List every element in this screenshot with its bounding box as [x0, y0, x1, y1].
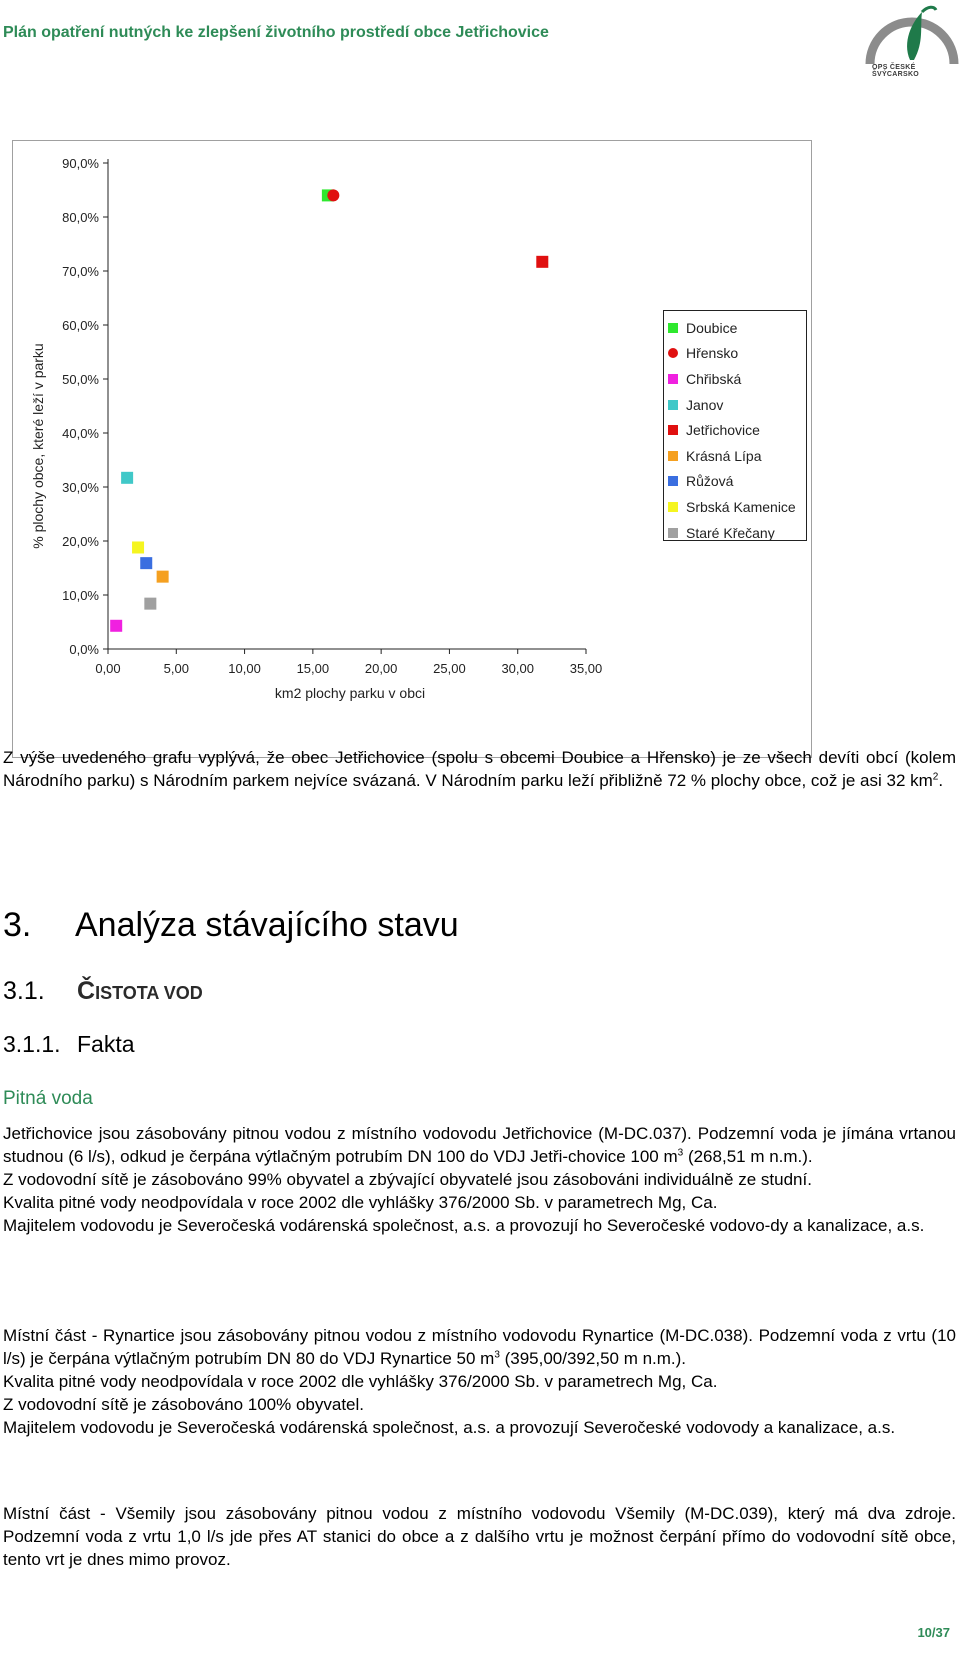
header-title: Plán opatření nutných ke zlepšení životního prostředí obce Jetřichovice — [3, 24, 549, 41]
legend-marker — [668, 451, 678, 461]
legend-marker — [668, 502, 678, 512]
intro-text: Z výše uvedeného grafu vyplývá, že obec Jetřichovice (spolu s obcemi Doubice a Hřensko) je ze všech devíti obcí (kolem Národního parku) s Národním parkem nejvíce svázaná. V Národním parku leží přibližně 72 % plochy obce, což je asi 32 km — [3, 748, 956, 790]
chart-legend — [663, 310, 807, 541]
block3-p1: Místní část - Všemily jsou zásobovány pitnou vodou z místního vodovodu Všemily (M-DC.039), který má dva zdroje. Podzemní voda z vrtu 1,0 l/s jde přes AT stanici do obce a z dalšího vrtu je možnost čerpání přímo do vodovodní sítě obce, tento vrt je dnes mimo provoz. — [3, 1504, 956, 1569]
y-tick-label: 90,0% — [62, 156, 99, 171]
y-tick-label: 40,0% — [62, 426, 99, 441]
legend-item — [668, 469, 806, 495]
logo-text: OPS ČESKÉ ŠVÝCARSKO — [872, 64, 920, 78]
legend-marker — [668, 476, 678, 486]
legend-label: Doubice — [686, 319, 738, 336]
data-point-jetřichovice — [536, 256, 548, 268]
legend-label: Růžová — [686, 473, 734, 490]
legend-item — [668, 494, 806, 520]
x-tick-label: 5,00 — [163, 661, 189, 676]
data-point-staré-křečany — [144, 598, 156, 610]
block1-p1: Jetřichovice jsou zásobovány pitnou vodou z místního vodovodu Jetřichovice (M-DC.037). Podzemní voda je jímána vrtanou studnou (6 l/s), odkud je čerpána výtlačným potrubím DN 100 do VDJ Jetři-chovice 100 m — [3, 1124, 956, 1166]
legend-item — [668, 315, 806, 341]
subsubsection-title: Fakta — [77, 1031, 135, 1057]
intro-paragraph — [3, 746, 956, 792]
legend-item — [668, 417, 806, 443]
legend-item — [668, 392, 806, 418]
data-point-hřensko — [327, 189, 339, 201]
legend-label: Krásná Lípa — [686, 447, 762, 464]
subsection-title-rest: ISTOTA VOD — [95, 983, 203, 1003]
subsection-number: 3.1. — [3, 977, 45, 1005]
block2-p1: Místní část - Rynartice jsou zásobovány pitnou vodou z místního vodovodu Rynartice (M-DC.038). Podzemní voda z vrtu (10 l/s) je čerpána výtlačným potrubím DN 80 do VDJ Rynartice 50 m — [3, 1326, 956, 1368]
subsection-title-first: Č — [77, 977, 96, 1005]
intro-text-end: . — [938, 771, 944, 790]
y-tick-label: 10,0% — [62, 588, 99, 603]
legend-item — [668, 443, 806, 469]
legend-label: Jetřichovice — [686, 422, 760, 439]
x-tick-label: 30,00 — [501, 661, 534, 676]
data-point-růžová — [140, 557, 152, 569]
y-tick-label: 20,0% — [62, 534, 99, 549]
section-number: 3. — [3, 906, 32, 944]
data-point-janov — [121, 472, 133, 484]
page-number: 10/37 — [917, 1625, 950, 1640]
y-axis-label: % plochy obce, které leží v parku — [30, 343, 46, 549]
data-point-krásná-lípa — [157, 571, 169, 583]
block1-p3: Kvalita pitné vody neodpovídala v roce 2002 dle vyhlášky 376/2000 Sb. v parametrech Mg, Ca. — [3, 1193, 718, 1212]
x-tick-label: 15,00 — [296, 661, 330, 676]
x-tick-label: 35,00 — [569, 661, 603, 676]
y-tick-label: 30,0% — [62, 480, 99, 495]
block2-p2: Kvalita pitné vody neodpovídala v roce 2002 dle vyhlášky 376/2000 Sb. v parametrech Mg, Ca. — [3, 1372, 718, 1391]
legend-marker — [668, 374, 678, 384]
data-point-chřibská — [110, 620, 122, 632]
data-point-srbská-kamenice — [132, 541, 144, 553]
legend-label: Chřibská — [686, 370, 742, 387]
subsection-heading — [3, 977, 203, 1006]
y-tick-label: 50,0% — [62, 372, 99, 387]
subsubsection-heading — [3, 1031, 135, 1058]
y-tick-label: 60,0% — [62, 318, 99, 333]
legend-marker — [668, 400, 678, 410]
legend-label: Staré Křečany — [686, 524, 775, 541]
legend-label: Hřensko — [686, 345, 739, 362]
legend-label: Janov — [686, 396, 724, 413]
block2-sup: 3 — [494, 1349, 500, 1361]
legend-marker — [668, 425, 678, 435]
legend-marker — [668, 323, 678, 333]
subsubsection-number: 3.1.1. — [3, 1031, 61, 1057]
y-tick-label: 0,0% — [69, 642, 99, 657]
block1-p1-end: (268,51 m n.m.). — [683, 1147, 813, 1166]
y-tick-label: 70,0% — [62, 264, 99, 279]
block1-p4: Majitelem vodovodu je Severočeská vodárenská společnost, a.s. a provozují ho Severočeské vodovo-dy a kanalizace, a.s. — [3, 1216, 925, 1235]
block-vsemily — [3, 1502, 956, 1571]
x-tick-label: 10,00 — [228, 661, 261, 676]
block2-p4: Majitelem vodovodu je Severočeská vodárenská společnost, a.s. a provozují Severočeské vodovody a kanalizace, a.s. — [3, 1418, 896, 1437]
chart-frame — [12, 140, 812, 758]
topic-heading: Pitná voda — [3, 1088, 93, 1109]
legend-marker — [668, 528, 678, 538]
y-tick-label: 80,0% — [62, 210, 99, 225]
x-axis-label: km2 plochy parku v obci — [274, 685, 426, 701]
section-title: Analýza stávajícího stavu — [75, 906, 459, 944]
legend-label: Srbská Kamenice — [686, 498, 796, 515]
legend-item — [668, 341, 806, 367]
section-heading — [3, 906, 459, 945]
intro-sup: 2 — [932, 771, 939, 783]
block1-sup: 3 — [677, 1147, 684, 1159]
block2-p1-end: (395,00/392,50 m n.m.). — [499, 1349, 687, 1368]
block-jetrichovice — [3, 1122, 956, 1237]
block-rynartice — [3, 1324, 956, 1439]
block2-p3: Z vodovodní sítě je zásobováno 100% obyvatel. — [3, 1395, 365, 1414]
x-tick-label: 25,00 — [433, 661, 466, 676]
legend-item — [668, 520, 806, 546]
legend-marker — [668, 348, 678, 358]
block1-p2: Z vodovodní sítě je zásobováno 99% obyvatel a zbývající obyvatelé jsou zásobováni individuálně ze studní. — [3, 1170, 812, 1189]
legend-item — [668, 366, 806, 392]
x-tick-label: 20,00 — [364, 661, 398, 676]
x-tick-label: 0,00 — [95, 661, 121, 676]
